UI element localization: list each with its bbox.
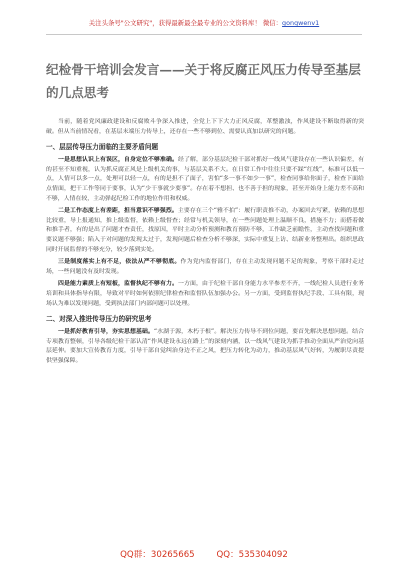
paragraph-text: “水湖于源，木朽于根”。解决压力传导不到位问题，要首先解决思想问题。结合专项教育整顿，引导各级纪检干部认清“作风建设永远在路上”的深刻内涵，以一线风气建设为抓手推动全面从严治党向基层延伸。要加大宣传教育力度，引导干部自觉纠治身边不正之风，把压力转化为动力，推动基层风气好转，为履职尽责提供坚强保障。 <box>46 329 364 364</box>
paragraph-text: 一方面，由于纪检干部自身能力水平参差不齐，一线纪检人员进行业务培训和具体指导有限，导致对平时如何依照纪律检查和监督队伍加强办公。另一方面，受到监督执纪手段、工具有限，现场认为难以发现问题，受到执法部门内部问题可以处理。 <box>46 281 365 307</box>
paragraph-text: 主要存在三个“雅不拍”：履行职责推不动，办案回去写紧，依赖的思想比较重，导上报通知，推上级监督，依赖上级督查；经常与机关领导，在一些问题处理上温顺不良，措施不力；而搭着做和推手者，有的是出了问题才查责任，找原因，平时主动分析预测和教育预防不够，工作缺乏前瞻性，主动查找问题和重要议题不够强；陷入于对问题的发现太过于，发现问题后检查分析不够深，实际中重复上访、结新业务整理出。组织思政同时开展监督的不够充分，较少落到实处。 <box>46 208 365 253</box>
paragraph-lead: 三是制度落实上有不足，依法从严不够彻底。 <box>58 259 181 266</box>
contact-footer: QQ群：30265665 QQ：535304092 <box>120 550 288 560</box>
section-heading-1: 一、层层传导压力面临的主要矛盾问题 <box>46 143 159 152</box>
document-body <box>46 118 364 369</box>
section1-paragraph-3 <box>46 258 364 277</box>
banner-prefix: 关注头条号"公文研究"，获得最新最全最专业的公文资料库！ 微信： <box>88 19 283 27</box>
section2-paragraph-1 <box>46 328 364 366</box>
intro-paragraph: 当前，随着党风廉政建设和反腐败斗争深入推进，全党上下下大力正风反腐，革整激浊，作风建设不断取得新的突破。但从当前情况看，在基层末端压力传导上，还存在一些不够到位、需要认真加以研究的问题。 <box>46 119 364 135</box>
section1-paragraph-1 <box>46 156 364 204</box>
paragraph-lead: 一是抓好教育引导，夯实思想基础。 <box>58 329 154 336</box>
section-heading-2: 二、对深入推进传导压力的研究思考 <box>46 315 152 324</box>
paragraph-lead: 四是能力素质上有短板，监督执纪不够有力。 <box>58 281 179 288</box>
paragraph-text: 作为党内监督部门，存在主动发现问题不足的现象，考察干部时走过场，一些问题没有及时发现。 <box>46 259 365 275</box>
paragraph-text: 经了解，部分基层纪检干部对抓好一线风气建设存在一些认识偏差，有的甚至不知重视，认为抓反腐正风是上级机关的事，与基层关系不大。在日常工作中往往只要不踩“红线”，标准可以低一点，人情可以多一点，处理可以轻一点，有的是担不了面子，害怕“多一事不如少一事”，检查同事给你面子，检查下面给点情面，把干工作等同于要事，认为“少干事就少要事”。存在着不想担、也不善于担的现象，甚至开始身上能力差不高和不够，人情在较，主动弹起纪检工作的地位作用和权威。 <box>46 157 365 202</box>
paragraph-lead: 二是工作态度上有差距，担当意识不够强烈。 <box>58 208 178 215</box>
top-banner <box>46 12 362 35</box>
document-title: 纪检骨干培训会发言——关于将反腐正风压力传导至基层的几点思考 <box>46 62 361 100</box>
section1-paragraph-2 <box>46 207 364 255</box>
section1-paragraph-4 <box>46 280 364 309</box>
wechat-link[interactable]: gongwenv1 <box>282 19 320 27</box>
paragraph-lead: 一是思想认识上有误区，自身定位不够准确。 <box>58 157 179 164</box>
